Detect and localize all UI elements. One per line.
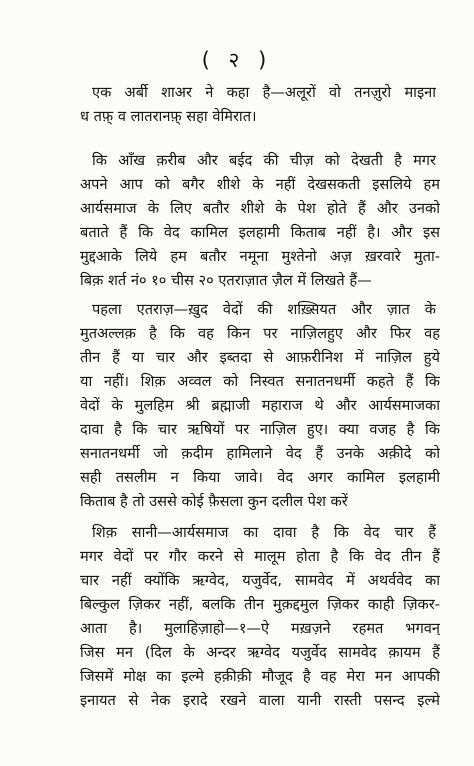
text-line: कि आँख क़रीब और बईद की चीज़ को देखती है मगर [92, 152, 436, 169]
text-line: सही तसलीम न किया जावे। वेद अगर कामिल इलहामी [80, 469, 440, 486]
text-line: दावा है कि चार ऋषियों पर नाज़िल हुए। क्या वजह है कि [80, 421, 440, 438]
text-line: सनातनधर्मी जो क़दीम हामिलाने वेद हैं उनके अक़ीदे को [80, 445, 440, 462]
text-line: किताब है तो उससे कोई फ़ैसला कुन दलील पेश करें [80, 493, 348, 510]
text-line: मुद्दआके लिये हम बतौर नमूना मुश्तेनो अज़ ख़रवारे मुता- [80, 248, 440, 265]
text-line: इनायत से नेक इरादे रखने वाला यानी रास्ती पसन्द इल्मे [80, 692, 440, 709]
text-line: आता है। मुलाहिज़ाहो—१—ऐ मख़ज़ने रहमत भगवन् [80, 620, 440, 637]
text-line: मगर वेदों पर गौर करने से मालूम होता है कि वेद तीन हैं [80, 548, 440, 565]
text-line: जिस मन (दिल के अन्दर ऋग्वेद यजुर्वेद सामवेद क़ायम हैं [80, 644, 440, 661]
text-line: बिल्कुल ज़िकर नहीं, बलकि तीन मुक़द्दमुल ज़िकर काही ज़िकर- [80, 596, 440, 613]
text-line: जिसमें मोक्ष का इल्मे हक़ीक़ी मौजूद है वह मेरा मन आपकी [80, 668, 440, 685]
text-line: चार नहीं क्योंकि ऋग्वेद, यजुर्वेद, सामवेद में अथर्ववेद का [80, 572, 440, 589]
text-line: वेदों के मुलहिम श्री ब्रह्माजी महाराज थे और आर्यसमाजका [80, 397, 440, 414]
text-line: अपने आप को बगैर शीशे के नहीं देखसकती इसलिये हम [80, 176, 440, 193]
text-line: मुतअल्लक़ है कि वह किन पर नाज़िलहुए और फिर वह [80, 325, 440, 342]
text-line: पहला एतराज़—ख़ुद वेदों की शख़्सियत और ज़ात के [92, 301, 436, 318]
text-line: ध तफ़् व लातरानफ़् सहा वेमिरात। [80, 108, 257, 125]
text-line: एक अर्बी शाअर ने कहा है—अलूरों वो तनज़ुरो माइना [92, 84, 436, 101]
text-line: तीन हैं या चार और इब्तदा से आफ़रीनिश में नाज़िल हुये [80, 349, 440, 366]
text-line: आर्यसमाज के लिए बतौर शीशे के पेश होते हैं और उनको [80, 200, 440, 217]
page-number: ( २ ) [201, 48, 273, 72]
text-line: बिक़ शर्त नं० १० चीस २० एतराज़ात ज़ैल में लिखते हैं— [80, 272, 372, 289]
text-line: शिक़ सानी—आर्यसमाज का दावा है कि वेद चार हैं [92, 524, 436, 541]
text-line: बताते हैं कि वेद कामिल इलहामी किताब नहीं है। और इस [80, 224, 440, 241]
text-line: या नहीं। शिक़ अव्वल को निस्वत सनातनधर्मी कहते हैं कि [80, 373, 440, 390]
